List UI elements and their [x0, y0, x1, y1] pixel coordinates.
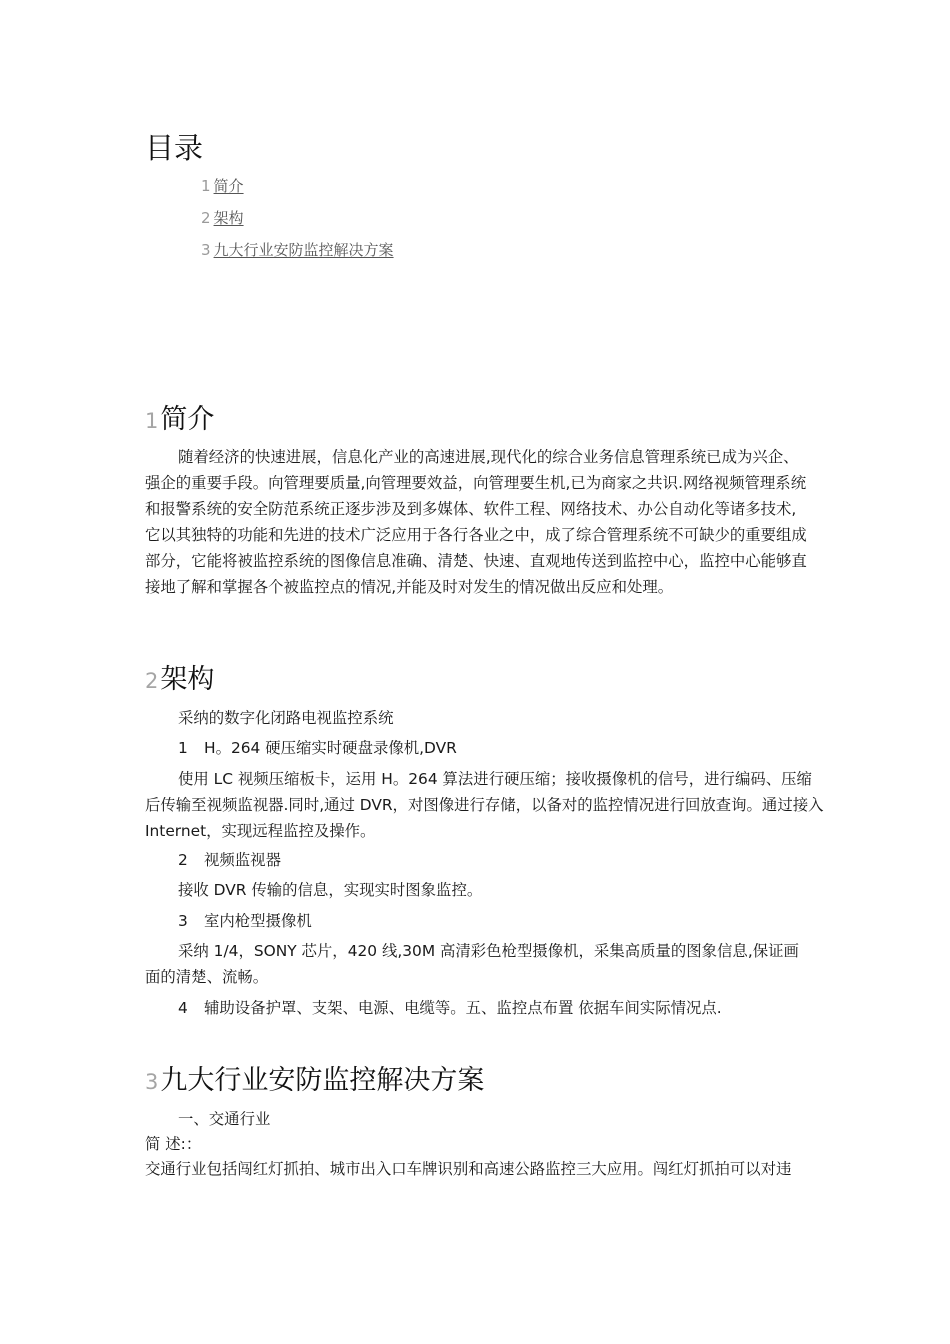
architecture-item-2-desc: 接收 DVR 传输的信息，实现实时图象监控。	[178, 881, 483, 899]
item-number: 3	[178, 912, 188, 930]
section-number: 3	[145, 1070, 159, 1094]
item-number: 2	[178, 851, 188, 869]
item-title: 辅助设备护罩、支架、电源、电缆等。五、监控点布置 依据车间实际情况点.	[204, 999, 722, 1017]
toc-item-number: 2	[201, 209, 211, 227]
architecture-item-3	[178, 908, 312, 934]
architecture-item-1	[178, 735, 457, 761]
item-number: 4	[178, 999, 188, 1017]
section-2-heading	[145, 661, 214, 700]
item-number: 1	[178, 739, 188, 757]
item-description: 采纳 1/4，SONY 芯片，420 线,30M 高清彩色枪型摄像机，采集高质量的图象信息,保证画面的清楚、流畅。	[145, 942, 799, 986]
architecture-item-1-desc	[145, 766, 825, 844]
section-3-paragraph: 交通行业包括闯红灯抓拍、城市出入口车牌识别和高速公路监控三大应用。闯红灯抓拍可以对违	[145, 1160, 792, 1178]
paragraph-text: 随着经济的快速进展，信息化产业的高速进展,现代化的综合业务信息管理系统已成为兴企、强企的重要手段。向管理要质量,向管理要效益，向管理要生机,已为商家之共识.网络视频管理系统和报警系统的安全防范系统正逐步涉及到多媒体、软件工程、网络技术、办公自动化等诸多技术,它以其独特的功能和先进的技术广泛应用于各行各业之中，成了综合管理系统不可缺少的重要组成部分，它能将被监控系统的图像信息准确、清楚、快速、直观地传送到监控中心，监控中心能够直接地了解和掌握各个被监控点的情况,并能及时对发生的情况做出反应和处理。	[145, 448, 807, 596]
toc-link-intro[interactable]: 简介	[213, 177, 244, 195]
summary-label: 简 述:：	[145, 1135, 202, 1153]
architecture-item-3-desc	[145, 938, 810, 990]
section-number: 2	[145, 669, 159, 693]
section-1-heading	[145, 401, 214, 440]
architecture-item-2	[178, 847, 281, 873]
item-description: 使用 LC 视频压缩板卡，运用 H。264 算法进行硬压缩；接收摄像机的信号，进行编码、压缩后传输至视频监视器.同时,通过 DVR，对图像进行存储，以备对的监控情况进行回放查询。通过接入 Internet，实现远程监控及操作。	[145, 770, 824, 840]
industry-subheading: 一、交通行业	[178, 1110, 271, 1128]
item-title: 视频监视器	[204, 851, 281, 869]
toc-item-number: 1	[201, 177, 211, 195]
toc-item-number: 3	[201, 241, 211, 259]
section-title: 简介	[160, 404, 215, 435]
section-number: 1	[145, 409, 159, 433]
toc-link-solutions[interactable]: 九大行业安防监控解决方案	[213, 241, 394, 259]
toc-item-solutions[interactable]	[201, 239, 394, 261]
section-title: 九大行业安防监控解决方案	[160, 1065, 485, 1096]
section-title: 架构	[160, 664, 215, 695]
toc-item-intro[interactable]	[201, 175, 244, 197]
toc-title: 目录	[145, 131, 204, 165]
architecture-intro: 采纳的数字化闭路电视监控系统	[178, 709, 394, 727]
item-title: 室内枪型摄像机	[204, 912, 312, 930]
section-3-heading	[145, 1062, 484, 1101]
toc-item-architecture[interactable]	[201, 207, 244, 229]
architecture-item-4	[178, 995, 722, 1021]
toc-link-architecture[interactable]: 架构	[213, 209, 244, 227]
section-1-paragraph	[145, 444, 810, 600]
item-title: H。264 硬压缩实时硬盘录像机,DVR	[204, 739, 457, 757]
